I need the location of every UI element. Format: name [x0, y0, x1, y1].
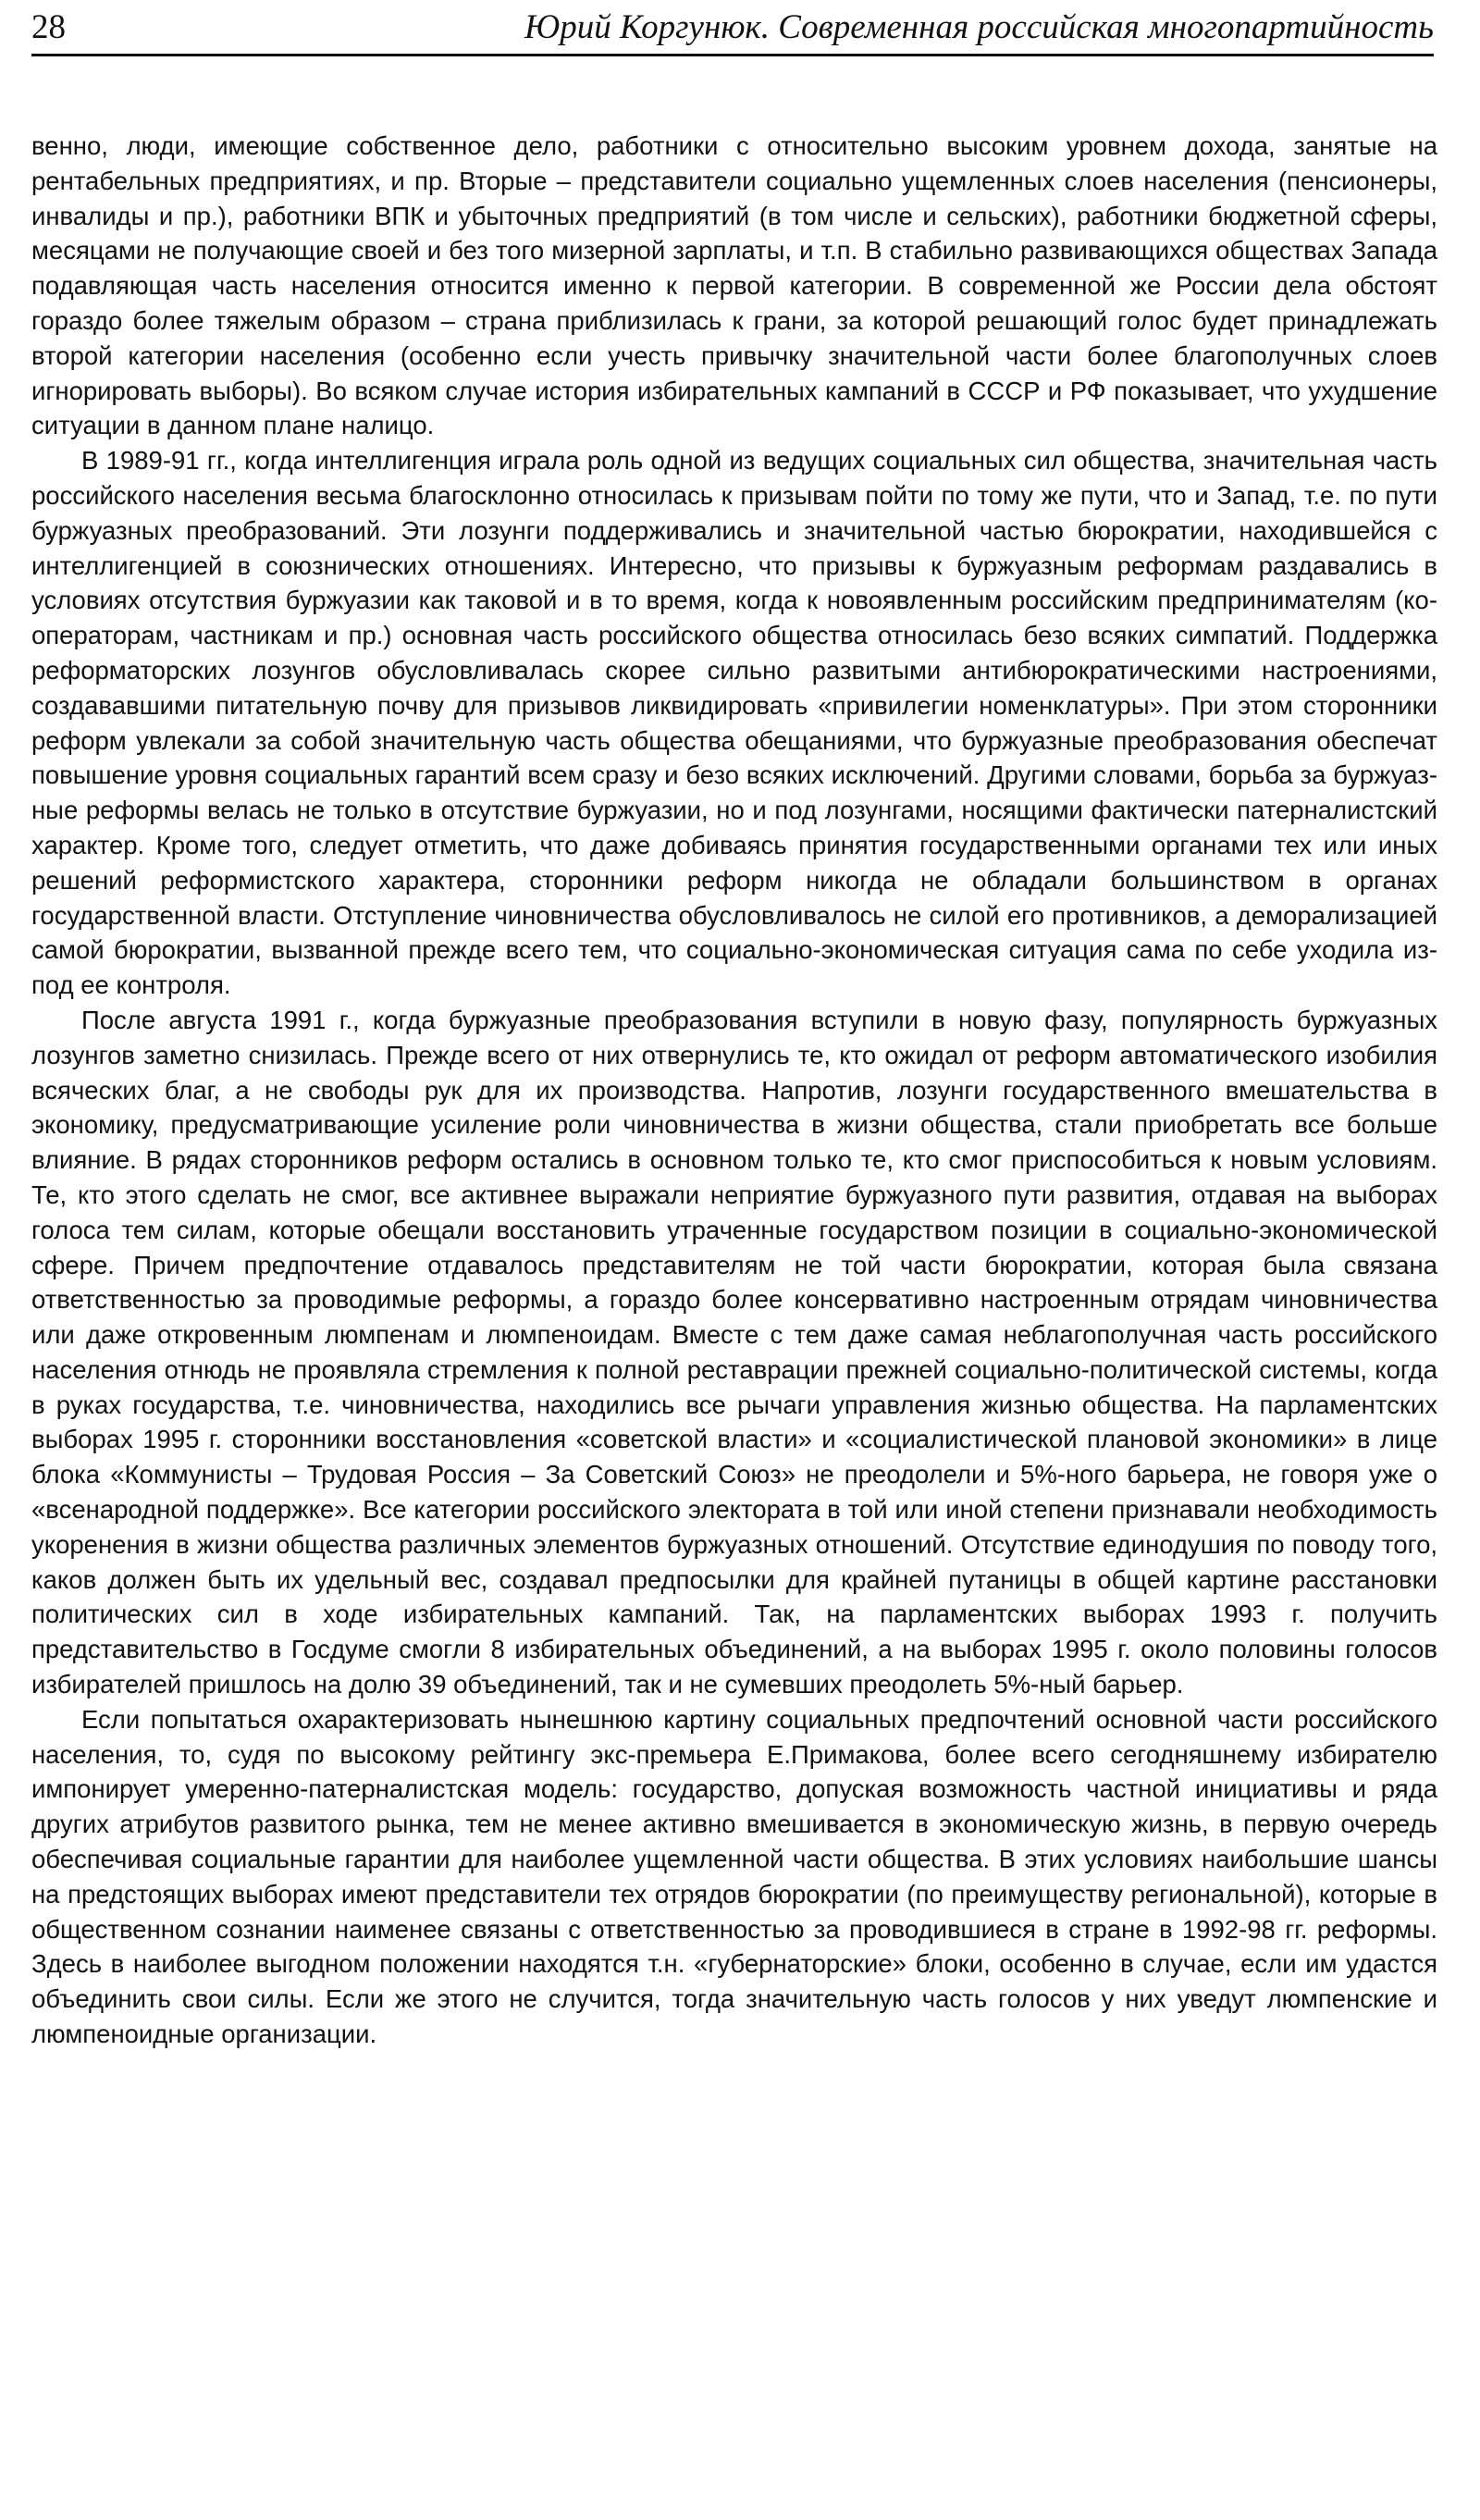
- paragraph: После августа 1991 г., когда буржуазные преобразования вступили в новую фазу, популярность буржуазных лозунгов заметно снизилась. Прежде всего от них отвернулись те, кто ожидал от реформ автоматического изобилия всяческих благ, а не свободы рук для их производства. Напротив, лозунги государственного вмешательства в экономику, предусматривающие усиление роли чиновничества в жизни общества, стали приобретать все больше влияние. В рядах сторонников реформ остались в основном только те, кто смог приспособиться к новым условиям. Те, кто этого сделать не смог, все активнее выражали неприятие буржуазного пути развития, отдавая на выборах голоса тем силам, которые обещали восстановить утраченные государством позиции в социально-экономической сфере. Причем предпочтение отдавалось представителям не той части бюрократии, которая была связана ответственностью за проводимые реформы, а гораздо более консервативно настроенным отрядам чиновничества или даже откровенным люмпенам и люмпеноидам. Вместе с тем даже самая неблагополучная часть российского населения отнюдь не проявляла стремления к полной реставрации прежней социально-политической системы, когда в руках государства, т.е. чиновничества, находились все рычаги управления жизнью общества. На парламентских выборах 1995 г. сторонники восстановления «советской власти» и «социалистической плановой экономики» в лице блока «Коммунисты – Трудовая Россия – За Советский Союз» не преодолели и 5%-ного барьера, не говоря уже о «всенародной поддержке». Все категории российского электората в той или иной степени признавали необходимость укоренения в жизни общества различных элементов буржуазных отношений. Отсутствие единодушия по поводу того, каков должен быть их удельный вес, создавал предпосылки для крайней путаницы в общей картине расстановки политических сил в ходе избирательных кампаний. Так, на парламентских выборах 1993 г. получить представительство в Госдуме смогли 8 избирательных объединений, а на выборах 1995 г. около половины голосов избирателей пришлось на долю 39 объединений, так и не сумевших преодолеть 5%-ный барьер.: [31, 1005, 1437, 1699]
- paragraph: Если попытаться охарактеризовать нынешнюю картину социальных предпочтений основной части российского населения, то, судя по высокому рейтингу экс-премьера Е.Примакова, более всего сегодняшнему избирателю импонирует умеренно-патерналистская модель: государство, допуская возможность частной инициативы и ряда других атрибутов развитого рынка, тем не менее активно вмешивается в экономическую жизнь, в первую очередь обеспечивая социальные гарантии для наиболее ущемленной части общества. В этих условиях наибольшие шансы на предстоящих выборах имеют представители тех отрядов бюрократии (по преимуществу региональной), которые в общественном сознании наименее связаны с ответственностью за проводившиеся в стране в 1992-98 гг. реформы. Здесь в наиболее выгодном положении находятся т.н. «губернаторские» блоки, особенно в случае, если им удастся объединить свои силы. Если же этого не случится, тогда значительную часть голосов у них уведут люмпенские и люмпеноидные организации.: [31, 1704, 1437, 2049]
- paragraph: В 1989-91 гг., когда интеллигенция играла роль одной из ведущих социальных сил общества, значительная часть российского населения весьма благосклонно относилась к призывам пойти по тому же пути, что и Запад, т.е. по пути буржуазных преобразований. Эти лозунги поддерживались и значительной частью бюрократии, находившейся с интеллигенцией в союзнических отношениях. Интересно, что призывы к буржуазным реформам раздавались в условиях отсутствия буржуазии как таковой и в то время, когда к новоявленным российским предпринимателям (кооператорам, частникам и пр.) основная часть российского общества относилась безо всяких симпатий. Поддержка реформаторских лозунгов обусловливалась скорее сильно развитыми антибюрократическими настроениями, создававшими питательную почву для призывов ликвидировать «привилегии номенклатуры». При этом сторонники реформ увлекали за собой значительную часть общества обещаниями, что буржуазные преобразования обеспечат повышение уровня социальных гарантий всем сразу и безо всяких исключений. Другими словами, борьба за буржуазные реформы велась не только в отсутствие буржуазии, но и под лозунгами, носящими фактически патерналистский характер. Кроме того, следует отметить, что даже добиваясь принятия государственными органами тех или иных решений реформистского характера, сторонники реформ никогда не обладали большинством в органах государственной власти. Отступление чиновничества обусловливалось не силой его противников, а деморализацией самой бюрократии, вызванной прежде всего тем, что социально-экономическая ситуация сама по себе уходила из-под ее контроля.: [31, 446, 1437, 1000]
- page-number: 28: [31, 8, 66, 46]
- paragraph-continuation: венно, люди, имеющие собственное дело, работники с относительно высоким уровнем дохода, занятые на рентабельных предприятиях, и пр. Вторые – представители социально ущемленных слоев населения (пенсионеры, инвалиды и пр.), работники ВПК и убыточных предприятий (в том числе и сельских), работники бюджетной сферы, месяцами не получающие своей и без того мизерной зарплаты, и т.п. В стабильно развивающихся обществах Запада подавляющая часть населения относится именно к первой категории. В современной же России дела обстоят гораздо более тяжелым образом – страна приблизилась к грани, за которой решающий голос будет принадлежать второй категории населения (особенно если учесть привычку значительной части более благополучных слоев игнорировать выборы). Во всяком случае история избирательных кампаний в СССР и РФ показывает, что ухудшение ситуации в данном плане налицо.: [31, 131, 1437, 440]
- body-text: [31, 129, 1437, 2052]
- running-header: [31, 0, 1434, 56]
- running-title: Юрий Коргунюк. Современная российская многопартийность: [524, 8, 1434, 46]
